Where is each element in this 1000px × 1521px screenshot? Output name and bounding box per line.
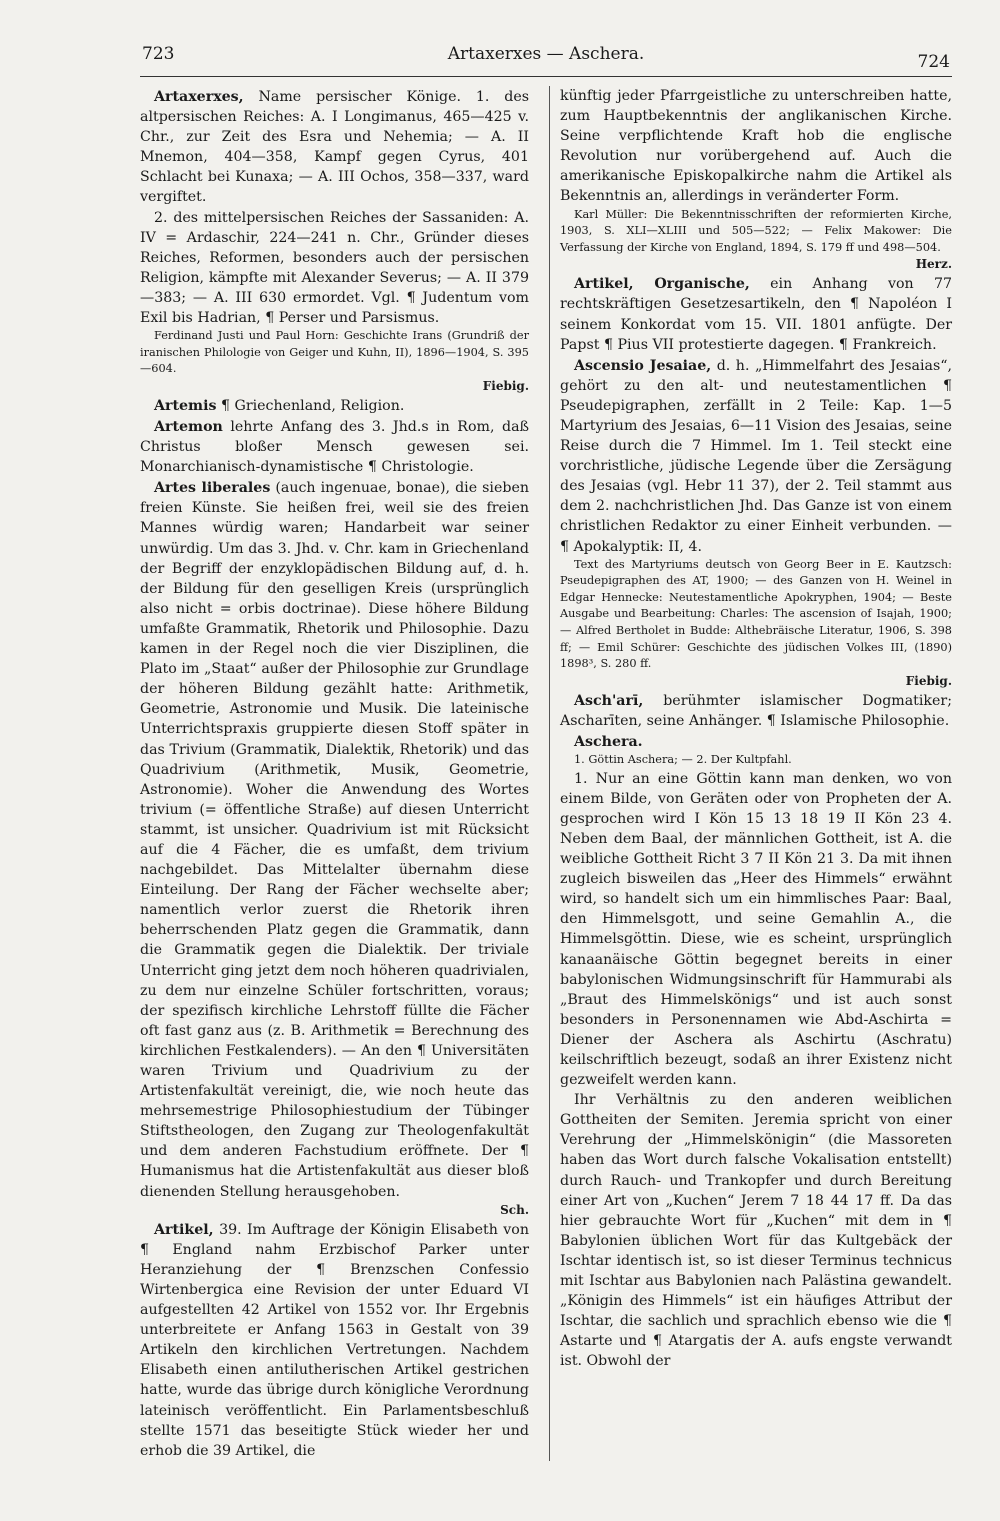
entry-ascensio-jesaiae xyxy=(560,356,952,557)
headword: Artikel, xyxy=(154,1221,214,1238)
entry-artes-liberales xyxy=(140,478,529,1201)
running-title: Artaxerxes — Aschera. xyxy=(447,44,645,64)
headword: Asch'arī, xyxy=(574,692,644,709)
entry-text: (auch ingenuae, bonae), die sieben freien Künste. Sie heißen frei, weil sie des freien Mannes würdig waren; Handarbeit war seiner unwürdig. Um das 3. Jhd. v. Chr. kam in Griechenland der Begriff der enzyklopädischen Bildung auf, d. h. der Bildung für den geselligen Kreis (ursprünglich also nicht = orbis doctrinae). Diese höhere Bildung umfaßte Grammatik, Rhetorik und Philosophie. Dazu kamen in der Regel noch die vier Disziplinen, die Plato im „Staat“ außer der Philosophie zur Grundlage der höheren Bildung gezählt hatte: Arithmetik, Geometrie, Astronomie und Musik. Die lateinische Unterrichtspraxis gruppierte diesen Stoff später in das Trivium (Grammatik, Dialektik, Rhetorik) und das Quadrivium (Arithmetik, Musik, Geometrie, Astronomie). Woher die Anwendung des Wortes trivium (= öffentliche Straße) auf diesen Unterricht stammt, ist unsicher. Quadrivium ist mit Rücksicht auf die 4 Fächer, die es umfaßt, dem trivium nachgebildet. Das Mittelalter übernahm diese Einteilung. Der Rang der Fächer wechselte aber; namentlich verlor zuerst die Rhetorik ihren beherrschenden Platz gegen die Grammatik, dann die Grammatik gegen die Dialektik. Der triviale Unterricht ging jetzt dem noch höheren quadrivialen, zu dem nur einzelne Schüler fortschritten, voraus; der spezifisch kirchliche Lehrstoff füllte die Fächer oft fast ganz aus (z. B. Arithmetik = Berechnung des kirchlichen Festkalenders). — An den ¶ Universitäten waren Trivium und Quadrivium zu der Artistenfakultät vereinigt, die, wie noch heute das mehrsemestrige Philosophiestudium der Tübinger Stiftstheologen, den Zugang zur Theologenfakultät und dem anderen Fachstudium eröffnete. Der ¶ Humanismus hat die Artistenfakultät aus dieser bloß dienenden Stellung herausgehoben. xyxy=(140,480,529,1200)
entry-aschari xyxy=(560,691,952,731)
entry-text: ein Anhang von 77 rechtskräftigen Gesetzesartikeln, den ¶ Napoléon I seinem Konkordat vom 15. VII. 1801 anfügte. Der Papst ¶ Pius VII protestierte dagegen. ¶ Frankreich. xyxy=(560,276,952,353)
entry-text: Name persischer Könige. 1. des altpersischen Reiches: A. I Longimanus, 465—425 v. Chr., zur Zeit des Esra und Nehemia; — A. II Mnemon, 404—358, Kampf gegen Cyrus, 401 Schlacht bei Kunaxa; — A. III Ochos, 358—337, ward vergiftet. xyxy=(140,89,529,206)
headword: Artikel, Organische, xyxy=(574,276,750,293)
entry-artikel-39 xyxy=(140,1220,529,1461)
entry-text: 39. Im Auftrage der Königin Elisabeth von ¶ England nahm Erzbischof Parker unter Heranziehung der ¶ Brenzschen Confessio Wirtenbergica eine Revision der unter Eduard VI aufgestellten 42 Artikel von 1552 vor. Ihr Ergebnis unterbreitete er Anfang 1563 in Gestalt von 39 Artikeln den kirchlichen Vertretungen. Nachdem Elisabeth einen antilutherischen Artikel gestrichen hatte, wurde das übrige durch königliche Verordnung lateinisch veröffentlicht. Ein Parlamentsbeschluß stellte 1571 das beseitigte Stück wieder her und erhob die 39 Artikel, die xyxy=(140,1221,529,1459)
headword-aschera: Aschera. xyxy=(574,734,643,750)
author-signature: Herz. xyxy=(915,257,952,272)
entry-artaxerxes xyxy=(140,87,529,208)
entry-organische-artikel xyxy=(560,274,952,354)
entry-text: lehrte Anfang des 3. Jhd.s in Rom, daß Christus bloßer Mensch gewesen sei. Monarchianisch-dynamistische ¶ Christologie. xyxy=(140,419,530,476)
entry-text: d. h. „Himmelfahrt des Jesaias“, gehört zu den alt- und neutestamentlichen ¶ Pseudepigraphen, zerfällt in 2 Teile: Kap. 1—5 Martyrium des Jesaias, 6—11 Vision des Jesaias, seine Reise durch die 7 Himmel. Im 1. Teil steckt eine vorchristliche, jüdische Legende über die Zersägung des Jesaias (vgl. Hebr 11 37), der 2. Teil stammt aus dem 2. nachchristlichen Jhd. Das Ganze ist von einem christlichen Redaktor zu einer Einheit verbunden. — ¶ Apokalyptik: II, 4. xyxy=(560,357,952,555)
page-number-left: 723 xyxy=(142,44,175,64)
entry-continuation: künftig jeder Pfarrgeistliche zu unterschreiben hatte, zum Hauptbekenntnis der anglikanischen Kirche. Seine verpflichtende Kraft hob die englische Revolution nur vorübergehend auf. Auch die amerikanische Episkopalkirche nahm die Artikel als Bekenntnis an, allerdings in veränderter Form. xyxy=(560,88,952,205)
headword: Ascensio Jesaiae, xyxy=(574,357,712,374)
entry-artemon xyxy=(140,417,529,477)
page-header xyxy=(142,44,950,74)
left-column xyxy=(140,86,529,1461)
entry-outline: 1. Göttin Aschera; — 2. Der Kultpfahl. xyxy=(574,753,792,767)
author-signature: Sch. xyxy=(500,1202,529,1217)
entry-paragraph: 2. des mittelpersischen Reiches der Sassaniden: A. IV = Ardaschir, 224—241 n. Chr., Gründer dieses Reiches, Reformen, besonders auch der persischen Religion, kämpfte mit Alexander Severus; — A. II 379—383; — A. III 630 ermordet. Vgl. ¶ Judentum vom Exil bis Hadrian, ¶ Perser und Parsismus. xyxy=(140,209,529,327)
header-rule xyxy=(140,76,952,77)
literature: Ferdinand Justi und Paul Horn: Geschichte Irans (Grundriß der iranischen Philologie von Geiger und Kuhn, II), 1896—1904, S. 395—604. xyxy=(140,329,529,376)
entry-text: ¶ Griechenland, Religion. xyxy=(220,397,405,414)
literature: Text des Martyriums deutsch von Georg Beer in E. Kautzsch: Pseudepigraphen des AT, 1900; — des Ganzen von H. Weinel in Edgar Hennecke: Neutestamentliche Apokryphen, 1904; — Beste Ausgabe und Bearbeitung: Charles: The ascension of Isajah, 1900; — Alfred Bertholet in Budde: Althebräische Literatur, 1906, S. 398 ff; — Emil Schürer: Geschichte des jüdischen Volkes III, (1890) 1898³, S. 280 ff. xyxy=(560,557,952,671)
headword: Artaxerxes, xyxy=(154,89,244,105)
headword: Artemon xyxy=(154,419,223,435)
author-signature: Fiebig. xyxy=(482,378,529,393)
entry-text: berühmter islamischer Dogmatiker; Ascharīten, seine Anhänger. ¶ Islamische Philosophie. xyxy=(560,692,952,729)
headword: Artemis xyxy=(154,397,217,414)
author-signature: Fiebig. xyxy=(905,673,952,688)
entry-paragraph: 1. Nur an eine Göttin kann man denken, wo von einem Bilde, von Geräten oder von Propheten der A. gesprochen wird I Kön 15 13 18 19 II Kön 23 4. Neben dem Baal, der männlichen Gottheit, ist A. die weibliche Gottheit Richt 3 7 II Kön 21 3. Da mit ihnen zugleich bisweilen das „Heer des Himmels“ erwähnt wird, so handelt sich um ein himmlisches Paar: Baal, den Himmelsgott, und seine Gemahlin A., die Himmelsgöttin. Diese, wie es scheint, ursprünglich kanaanäische Göttin begegnet bereits in einer babylonischen Widmungsinschrift für Hammurabi als „Braut des Himmelskönigs“ und ist auch sonst besonders in Personennamen wie Abd-Aschirta = Diener der Aschera als Aschirtu (Aschratu) keilschriftlich bezeugt, sodaß an ihrer Existenz nicht gezweifelt werden kann. xyxy=(560,770,952,1089)
literature: Karl Müller: Die Bekenntnisschriften der reformierten Kirche, 1903, S. XLI—XLIII und 505—522; — Felix Makower: Die Verfassung der Kirche von England, 1894, S. 179 ff und 498—504. xyxy=(560,207,952,254)
column-divider xyxy=(549,86,550,1461)
right-column xyxy=(560,86,952,1372)
entry-artemis xyxy=(140,396,529,416)
headword: Artes liberales xyxy=(154,480,271,497)
page-number-right: 724 xyxy=(917,52,950,72)
entry-paragraph: Ihr Verhältnis zu den anderen weiblichen Gottheiten der Semiten. Jeremia spricht von einer Verehrung der „Himmelskönigin“ (die Massoreten haben das Wort durch falsche Vokalisation entstellt) durch Rauch- und Trankopfer und durch Bereitung einer Art von „Kuchen“ Jerem 7 18 44 17 ff. Da das hier gebrauchte Wort für „Kuchen“ mit dem in ¶ Babylonien üblichen Wort für das Kultgebäck der Ischtar identisch ist, so ist dieser Terminus technicus mit Ischtar aus Babylonien nach Palästina gewandelt. „Königin des Himmels“ ist ein häufiges Attribut der Ischtar, die sachlich und sprachlich ebenso wie die ¶ Astarte und ¶ Atargatis der A. aufs engste verwandt ist. Obwohl der xyxy=(560,1092,952,1370)
